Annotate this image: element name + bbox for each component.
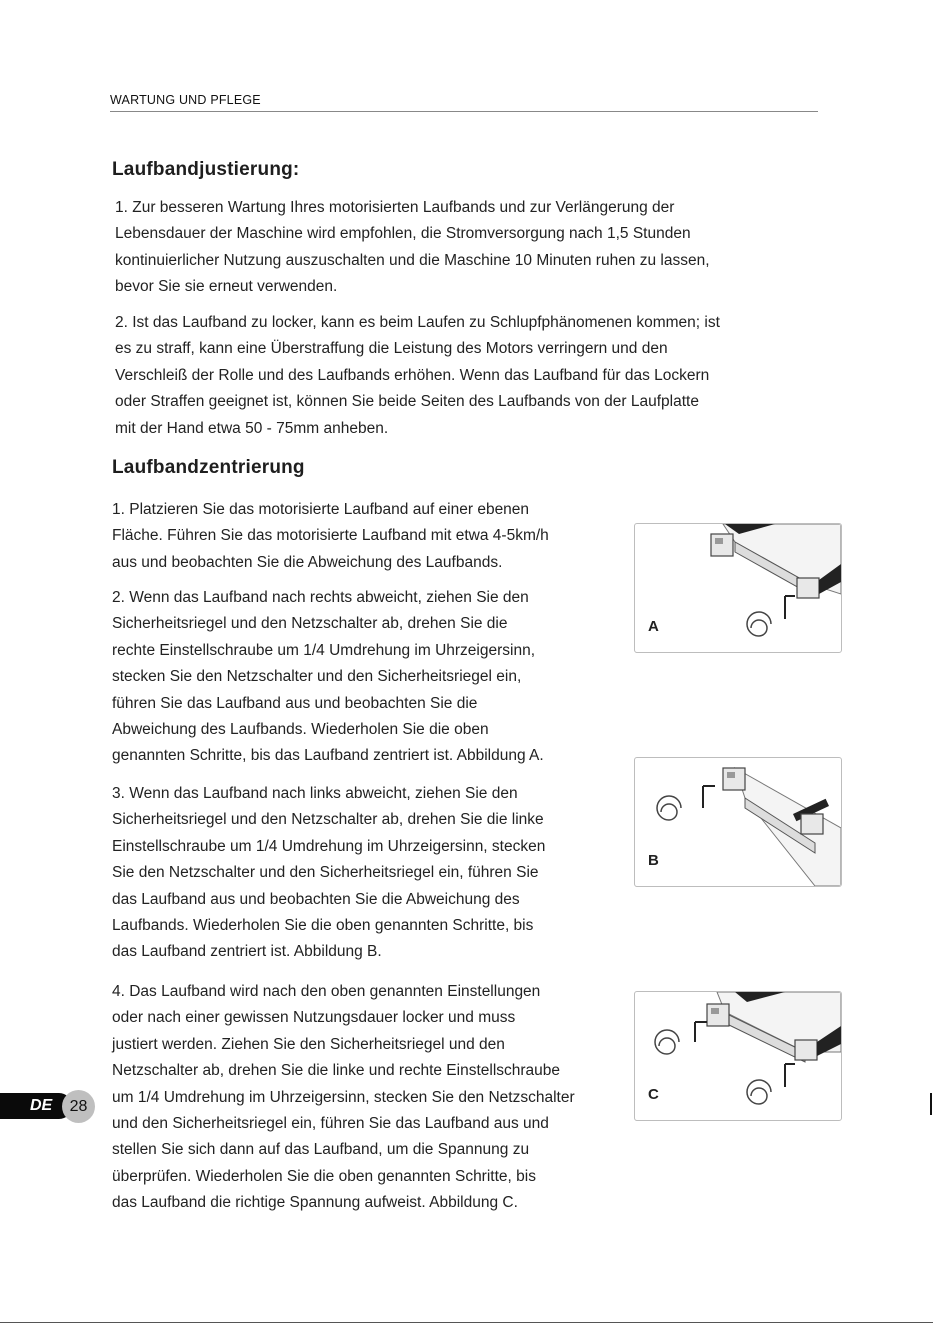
paragraph-line: Sie den Netzschalter und den Sicherheitsriegel ein, führen Sie [112, 864, 539, 882]
paragraph-line: Lebensdauer der Maschine wird empfohlen, die Stromversorgung nach 1,5 Stunden [115, 225, 691, 243]
paragraph-line: genannten Schritte, bis das Laufband zentriert ist. Abbildung A. [112, 747, 544, 765]
paragraph-line: Laufbands. Wiederholen Sie die oben genannten Schritte, bis [112, 917, 534, 935]
paragraph-line: oder Straffen geeignet ist, können Sie beide Seiten des Laufbands von der Laufplatte [115, 393, 699, 411]
figure-a [634, 523, 842, 653]
paragraph-line: mit der Hand etwa 50 - 75mm anheben. [115, 419, 389, 437]
figure-label-c: C [648, 1086, 659, 1103]
figure-b [634, 757, 842, 887]
paragraph-line: das Laufband die richtige Spannung aufweist. Abbildung C. [112, 1194, 518, 1212]
figure-label-a: A [648, 618, 659, 635]
paragraph-line: Fläche. Führen Sie das motorisierte Laufband mit etwa 4-5km/h [112, 527, 549, 545]
paragraph-line: um 1/4 Umdrehung im Uhrzeigersinn, stecken Sie den Netzschalter [112, 1088, 575, 1106]
paragraph-line: 1. Zur besseren Wartung Ihres motorisierten Laufbands und zur Verlängerung der [115, 199, 675, 216]
paragraph-line: 2. Ist das Laufband zu locker, kann es beim Laufen zu Schlupfphänomenen kommen; ist [115, 314, 720, 331]
paragraph-centering-4 [112, 979, 575, 1217]
page-number: 28 [62, 1090, 95, 1123]
figure-c [634, 991, 842, 1121]
paragraph-line: Netzschalter ab, drehen Sie die linke und rechte Einstellschraube [112, 1062, 561, 1080]
paragraph-line: führen Sie das Laufband aus und beobachten Sie die [112, 694, 478, 712]
paragraph-line: stellen Sie sich dann auf das Laufband, um die Spannung zu [112, 1141, 530, 1159]
paragraph-centering-2 [112, 585, 544, 770]
paragraph-line: 4. Das Laufband wird nach den oben genannten Einstellungen [112, 983, 541, 1000]
paragraph-line: 3. Wenn das Laufband nach links abweicht, ziehen Sie den [112, 785, 518, 802]
paragraph-adjustment-2 [115, 310, 720, 442]
treadmill-both-adjust-illustration [635, 992, 841, 1120]
treadmill-right-adjust-illustration [635, 524, 841, 652]
paragraph-line: rechte Einstellschraube um 1/4 Umdrehung im Uhrzeigersinn, [112, 641, 536, 659]
paragraph-line: kontinuierlicher Nutzung auszuschalten und die Maschine 10 Minuten ruhen zu lassen, [115, 251, 710, 269]
bottom-rule [0, 1322, 933, 1323]
paragraph-line: Sicherheitsriegel und den Netzschalter ab, drehen Sie die linke [112, 811, 544, 829]
paragraph-adjustment-1 [115, 195, 710, 301]
paragraph-line: das Laufband zentriert ist. Abbildung B. [112, 943, 382, 961]
treadmill-left-adjust-illustration [635, 758, 841, 886]
paragraph-line: Verschleiß der Rolle und des Laufbands erhöhen. Wenn das Laufband für das Lockern [115, 366, 710, 384]
paragraph-line: Sicherheitsriegel und den Netzschalter ab, drehen Sie die [112, 615, 508, 633]
paragraph-line: es zu straff, kann eine Überstraffung die Leistung des Motors verringern und den [115, 340, 668, 358]
paragraph-line: 1. Platzieren Sie das motorisierte Laufband auf einer ebenen [112, 501, 530, 518]
paragraph-line: und den Sicherheitsriegel ein, führen Sie das Laufband aus und [112, 1115, 549, 1133]
paragraph-line: aus und beobachten Sie die Abweichung des Laufbands. [112, 553, 503, 571]
paragraph-line: Einstellschraube um 1/4 Umdrehung im Uhrzeigersinn, stecken [112, 837, 546, 855]
running-header: WARTUNG UND PFLEGE [110, 93, 818, 112]
section-title-belt-adjustment: Laufbandjustierung: [112, 159, 300, 180]
language-code: DE [30, 1097, 53, 1114]
paragraph-centering-3 [112, 781, 545, 966]
section-title-belt-centering: Laufbandzentrierung [112, 457, 305, 478]
paragraph-line: stecken Sie den Netzschalter und den Sicherheitsriegel ein, [112, 668, 522, 686]
figure-label-b: B [648, 852, 659, 869]
paragraph-centering-1 [112, 497, 549, 576]
paragraph-line: 2. Wenn das Laufband nach rechts abweicht, ziehen Sie den [112, 589, 529, 606]
paragraph-line: Abweichung des Laufbands. Wiederholen Sie die oben [112, 721, 489, 739]
paragraph-line: überprüfen. Wiederholen Sie die oben genannten Schritte, bis [112, 1167, 536, 1185]
paragraph-line: oder nach einer gewissen Nutzungsdauer locker und muss [112, 1009, 516, 1027]
paragraph-line: das Laufband aus und beobachten Sie die Abweichung des [112, 890, 520, 908]
edge-mark [930, 1093, 932, 1115]
paragraph-line: justiert werden. Ziehen Sie den Sicherheitsriegel und den [112, 1035, 505, 1053]
paragraph-line: bevor Sie sie erneut verwenden. [115, 278, 338, 296]
